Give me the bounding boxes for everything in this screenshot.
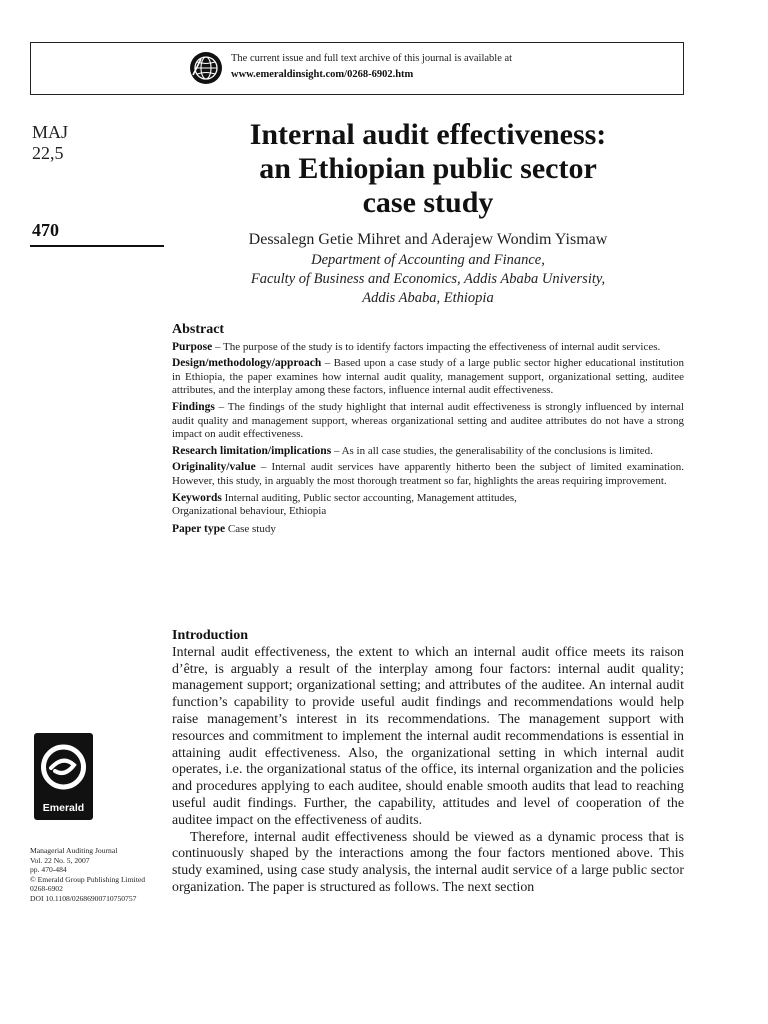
journal-availability-banner: [30, 42, 684, 95]
abstract-heading: Abstract: [172, 322, 225, 337]
papertype-label: Paper type: [172, 522, 226, 535]
purpose-label: Purpose: [172, 340, 213, 353]
title-line-1: Internal audit effectiveness:: [249, 118, 607, 151]
findings-label: Findings: [172, 400, 215, 413]
abstract-purpose: [172, 341, 684, 355]
findings-text: – The findings of the study highlight that internal audit effectiveness is strongly influenced by internal audit quality and management support, whereas organizational setting and auditee attributes do not have a strong impact on audit effectiveness.: [172, 400, 684, 441]
journal-pages: pp. 470-484: [30, 865, 67, 875]
originality-text: – Internal audit services have apparently hitherto been the subject of limited examination. However, this study, in arguably the most thorough treatment so far, highlights the areas requiring improvement.: [172, 461, 684, 487]
abstract-findings: [172, 401, 684, 442]
introduction-paragraph-2: Therefore, internal audit effectiveness should be viewed as a dynamic process that is continuously shaped by the interactions among the four factors mentioned above. This study examined, using case study analysis, the internal audit service of a large public sector organization. The paper is structured as follows. The next section: [172, 829, 684, 895]
page-number: 470: [32, 220, 59, 240]
purpose-text: – The purpose of the study is to identify factors impacting the effectiveness of internal audit services.: [212, 340, 661, 353]
author-affiliation: [172, 251, 684, 308]
abstract-keywords: [172, 492, 684, 519]
originality-label: Originality/value: [172, 461, 256, 474]
introduction-paragraph-1: Internal audit effectiveness, the extent to which an internal audit office meets its raison d’être, is arguably a result of the interplay among four factors: internal audit quality; management support; organizational setting; and attributes of the auditee. An internal audit function’s capability to provide useful audit findings and recommendations would help raise management’s interest in its recommendations. The management support with resources and commitment to implement the internal audit recommendations is essential in attaining audit effectiveness. Also, the organizational setting in which internal audit operates, i.e. the organizational status of the office, its internal organization and the policies and procedures applying to each auditee, should enable smooth audits that lead to reaching useful audit findings. Further, the capability, attitudes and level of cooperation of the auditee impact on the effectiveness of audits.: [172, 644, 684, 828]
article-authors: Dessalegn Getie Mihret and Aderajew Wondim Yismaw: [248, 231, 608, 248]
design-label: Design/methodology/approach: [172, 357, 322, 370]
limitations-text: – As in all case studies, the generalisability of the conclusions is limited.: [331, 444, 653, 457]
keywords-line-2: Organizational behaviour, Ethiopia: [172, 505, 327, 518]
abstract-paper-type: [172, 523, 684, 537]
volume-issue: 22,5: [32, 143, 64, 163]
journal-name: Managerial Auditing Journal: [30, 846, 118, 855]
abstract-limitations: [172, 445, 684, 459]
journal-abbrev: MAJ: [32, 122, 69, 142]
page-number-rule: [30, 245, 164, 247]
limitations-label: Research limitation/implications: [172, 444, 332, 457]
issn: 0268-6902: [30, 884, 63, 894]
abstract-section: [172, 323, 684, 536]
banner-text: The current issue and full text archive of this journal is available at: [231, 53, 513, 64]
title-line-2: an Ethiopian public sector: [259, 152, 597, 185]
abstract-originality: [172, 461, 684, 488]
journal-volume-marker: [32, 122, 68, 164]
copyright-notice: © Emerald Group Publishing Limited: [30, 874, 146, 884]
emerald-logo: [34, 733, 93, 820]
publication-metadata: [30, 846, 145, 904]
title-line-3: case study: [362, 186, 494, 219]
doi: DOI 10.1108/02686900710750757: [30, 893, 137, 903]
banner-url-link[interactable]: www.emeraldinsight.com/0268-6902.htm: [231, 69, 414, 80]
introduction-section: [172, 628, 684, 897]
affiliation-line-2: Faculty of Business and Economics, Addis Ababa University,: [250, 271, 606, 287]
emerald-e-icon: [34, 737, 93, 801]
article-title: [172, 118, 684, 220]
abstract-design: [172, 357, 684, 398]
affiliation-line-1: Department of Accounting and Finance,: [311, 252, 545, 268]
globe-icon: [189, 51, 223, 85]
keywords-label: Keywords: [172, 491, 222, 504]
introduction-heading: Introduction: [172, 628, 248, 643]
emerald-logo-text: Emerald: [42, 802, 85, 814]
affiliation-line-3: Addis Ababa, Ethiopia: [362, 290, 494, 306]
design-text: – Based upon a case study of a large public sector higher educational institution in Ethiopia, the paper examines how internal audit quality, management support, organizational setting, auditee attributes, and the interplay among these factors, influence internal audit effectiveness.: [172, 357, 684, 397]
keywords-line-1: Internal auditing, Public sector accounting, Management attitudes,: [221, 491, 517, 504]
journal-volume: Vol. 22 No. 5, 2007: [30, 855, 90, 865]
papertype-text: Case study: [225, 522, 276, 535]
